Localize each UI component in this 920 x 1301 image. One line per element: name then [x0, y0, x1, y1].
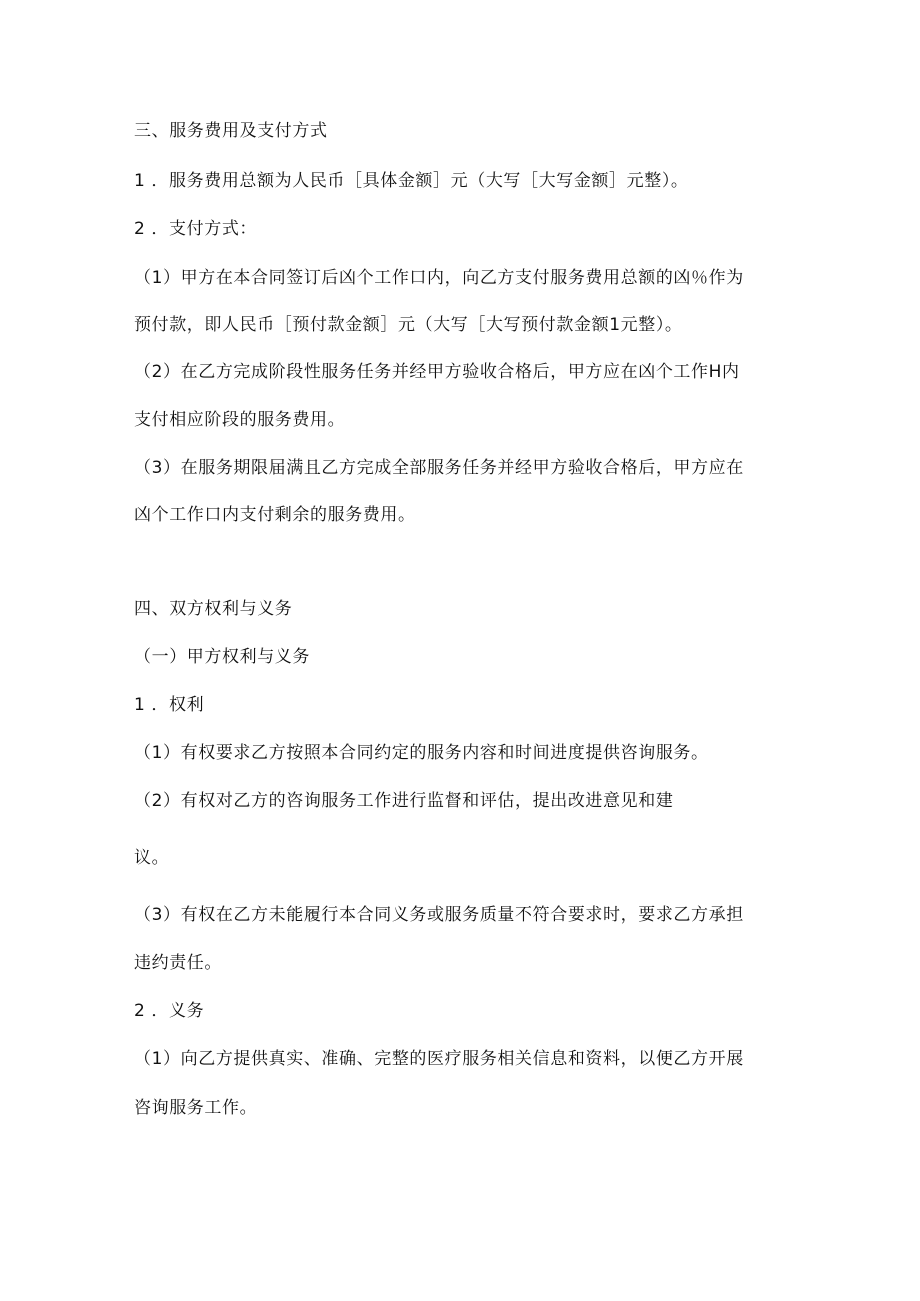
payment-item-1-line-2: 预付款，即人民币［预付款金额］元（大写［大写预付款金额1元整）。 [134, 315, 683, 335]
duty-item-1-line-1: （1）向乙方提供真实、准确、完整的医疗服务相关信息和资料，以便乙方开展 [134, 1049, 744, 1069]
duty-item-1-line-2: 咨询服务工作。 [134, 1098, 258, 1118]
right-item-2-line-2: 议。 [134, 848, 170, 868]
duties-title: 2 ．义务 [134, 1001, 205, 1021]
clause-payment-method: 2 ．支付方式： [134, 219, 258, 239]
right-item-3-line-2: 违约责任。 [134, 953, 222, 973]
section-heading-fees: 三、服务费用及支付方式 [134, 121, 328, 141]
payment-item-1-line-1: （1）甲方在本合同签订后凶个工作口内，向乙方支付服务费用总额的凶％作为 [134, 268, 744, 288]
rights-title: 1 ．权利 [134, 695, 205, 715]
subsection-party-a: （一）甲方权利与义务 [134, 647, 310, 667]
payment-item-2-line-2: 支付相应阶段的服务费用。 [134, 410, 346, 430]
payment-item-2-line-1: （2）在乙方完成阶段性服务任务并经甲方验收合格后，甲方应在凶个工作H内 [134, 362, 740, 382]
payment-item-3-line-2: 凶个工作口内支付剩余的服务费用。 [134, 505, 416, 525]
right-item-3-line-1: （3）有权在乙方未能履行本合同义务或服务质量不符合要求时，要求乙方承担 [134, 905, 744, 925]
clause-total-fee: 1 ．服务费用总额为人民币［具体金额］元（大写［大写金额］元整）。 [134, 171, 689, 191]
section-heading-rights: 四、双方权利与义务 [134, 599, 293, 619]
right-item-1: （1）有权要求乙方按照本合同约定的服务内容和时间进度提供咨询服务。 [134, 743, 709, 763]
right-item-2-line-1: （2）有权对乙方的咨询服务工作进行监督和评估，提出改进意见和建 [134, 791, 674, 811]
payment-item-3-line-1: （3）在服务期限届满且乙方完成全部服务任务并经甲方验收合格后，甲方应在 [134, 458, 744, 478]
